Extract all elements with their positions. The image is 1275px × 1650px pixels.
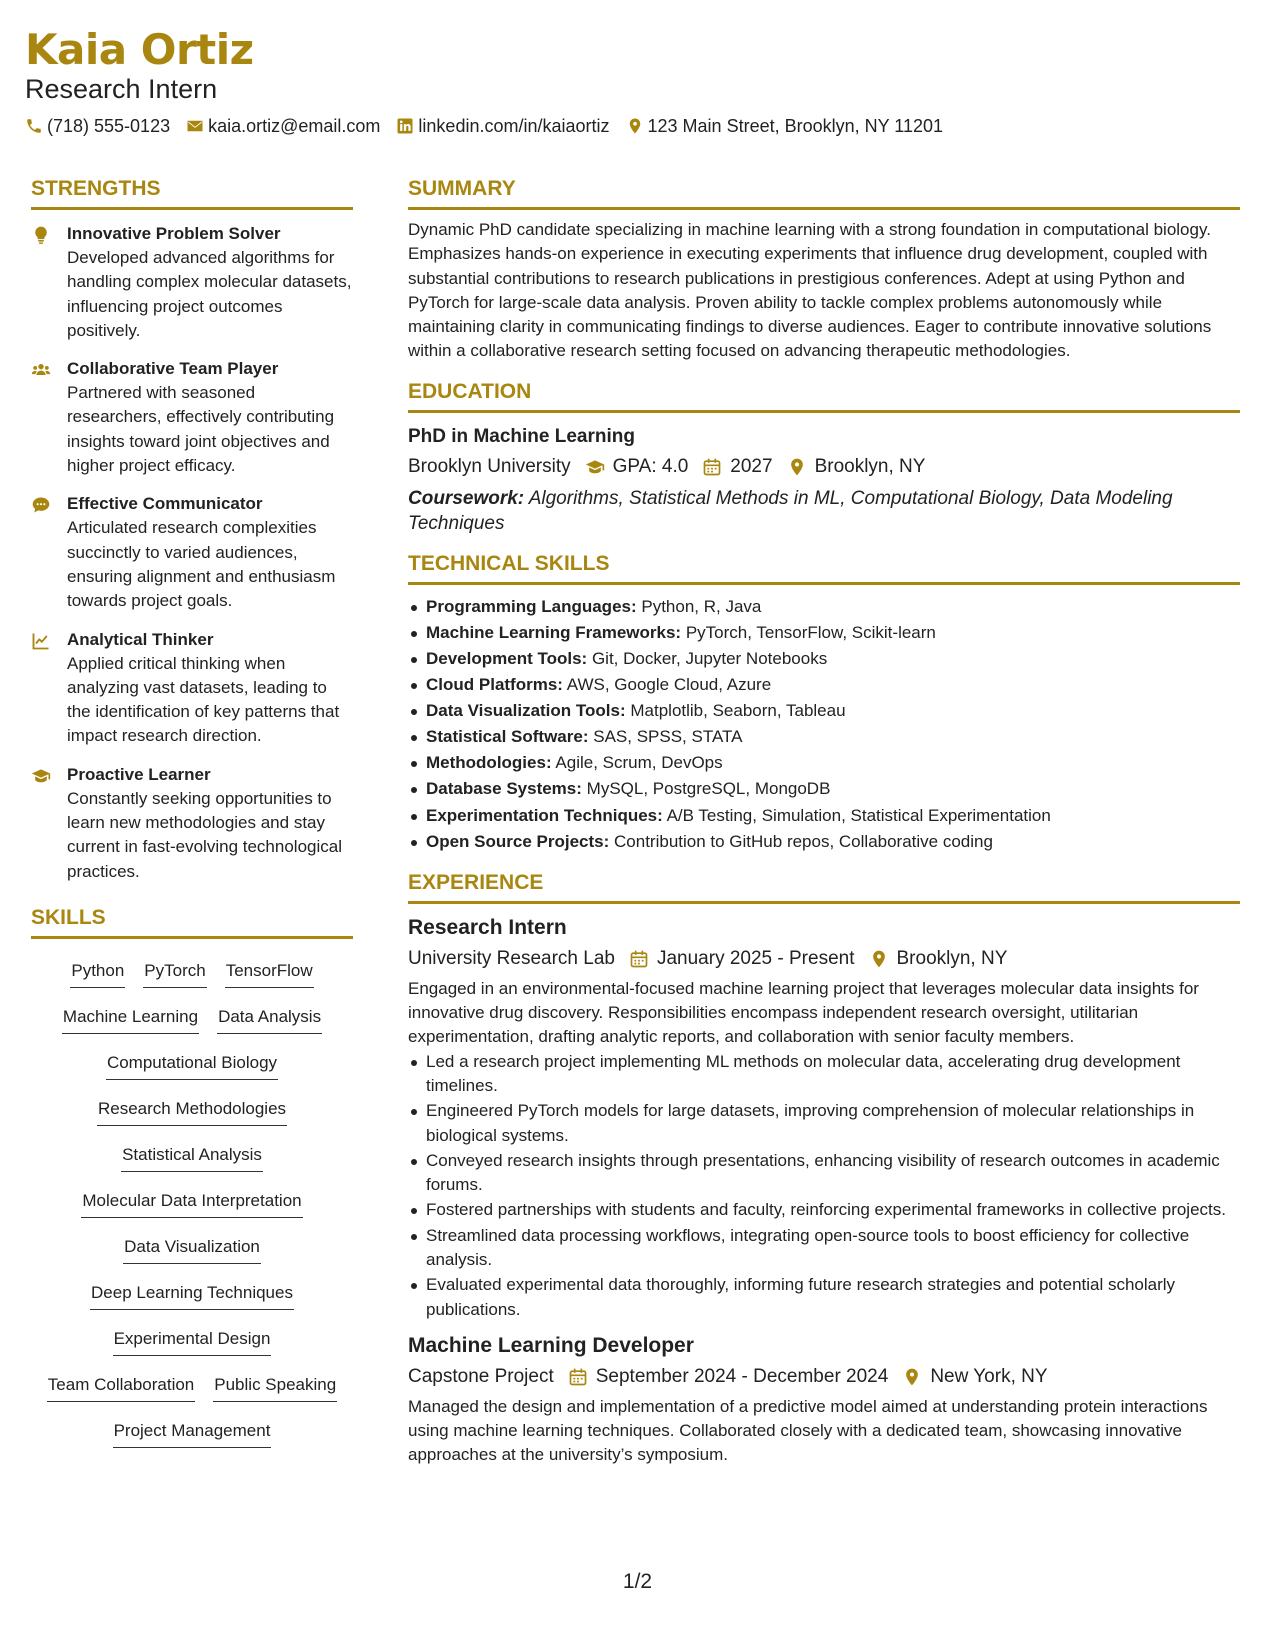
skill-values: Matplotlib, Seaborn, Tableau	[630, 701, 846, 721]
job-org: University Research Lab	[408, 947, 615, 969]
skill-tag: Molecular Data Interpretation	[81, 1185, 302, 1218]
contact-phone[interactable]	[25, 114, 170, 138]
technical-skill-item	[408, 594, 1240, 620]
strength-title: Innovative Problem Solver	[67, 224, 281, 243]
summary-heading: SUMMARY	[408, 175, 1240, 210]
map-pin-icon	[626, 117, 644, 135]
strength-item	[31, 628, 353, 749]
job-dates: September 2024 - December 2024	[595, 1365, 889, 1387]
candidate-name: Kaia Ortiz	[25, 25, 254, 74]
skills-tags	[31, 949, 353, 1455]
job-description: Managed the design and implementation of a predictive model aimed at understanding protein interactions using machine learning techniques. Collaborated closely with a dedicated team, showcasing innovative approaches at the university’s symposium.	[408, 1396, 1208, 1465]
address-text: 123 Main Street, Brooklyn, NY 11201	[647, 116, 944, 136]
skill-tag: Statistical Analysis	[121, 1139, 263, 1172]
strength-desc: Articulated research complexities succinctly to varied audiences, ensuring alignment and enthusiasm towards project goals.	[67, 518, 336, 611]
calendar-icon	[629, 949, 649, 969]
experience-heading: EXPERIENCE	[408, 869, 1240, 904]
strength-desc: Partnered with seasoned researchers, effectively contributing insights toward joint objectives and higher project efficacy.	[67, 383, 335, 476]
graduation-year: 2027	[730, 455, 773, 477]
skill-tag: Experimental Design	[113, 1323, 272, 1356]
strength-item	[31, 492, 353, 613]
email-text: kaia.ortiz@email.com	[208, 116, 381, 136]
experience-entry	[408, 914, 1240, 1322]
technical-skill-item	[408, 803, 1240, 829]
school-name: Brooklyn University	[408, 455, 571, 477]
contact-email[interactable]	[186, 114, 380, 138]
strength-title: Analytical Thinker	[67, 629, 214, 649]
technical-skill-item	[408, 620, 1240, 646]
skill-tag: Research Methodologies	[97, 1093, 287, 1126]
skill-tag: PyTorch	[143, 955, 206, 988]
coursework	[408, 486, 1240, 536]
job-org: Capstone Project	[408, 1365, 554, 1387]
job-title: Research Intern	[408, 915, 567, 939]
technical-skill-item	[408, 672, 1240, 698]
job-location: New York, NY	[930, 1365, 1048, 1387]
experience-entry	[408, 1332, 1240, 1468]
education-heading: EDUCATION	[408, 378, 1240, 413]
skill-tag: Team Collaboration	[47, 1369, 195, 1402]
job-bullets	[408, 1050, 1240, 1322]
skill-values: MySQL, PostgreSQL, MongoDB	[586, 779, 831, 799]
skill-values: PyTorch, TensorFlow, Scikit-learn	[685, 622, 936, 642]
education-location: Brooklyn, NY	[814, 455, 926, 477]
graduation-cap-icon	[31, 766, 51, 786]
skill-values: Git, Docker, Jupyter Notebooks	[591, 648, 828, 668]
skill-category: Methodologies:	[426, 753, 552, 773]
map-pin-icon	[787, 457, 807, 477]
skill-values: SAS, SPSS, STATA	[593, 727, 743, 747]
technical-skill-item	[408, 646, 1240, 672]
job-bullet: Evaluated experimental data thoroughly, informing future research strategies and potential scholarly publications.	[408, 1273, 1240, 1322]
skill-category: Open Source Projects:	[426, 831, 610, 851]
skill-tag: Data Visualization	[123, 1231, 261, 1264]
skill-category: Cloud Platforms:	[426, 675, 563, 695]
coursework-list: Algorithms, Statistical Methods in ML, Computational Biology, Data Modeling Techniques	[408, 487, 1173, 534]
job-bullet: Streamlined data processing workflows, integrating open-source tools to boost efficiency for collective analysis.	[408, 1224, 1240, 1273]
strength-item	[31, 763, 353, 884]
skill-category: Experimentation Techniques:	[426, 805, 663, 825]
skill-tag: Computational Biology	[106, 1047, 278, 1080]
technical-skill-item	[408, 750, 1240, 776]
strength-desc: Constantly seeking opportunities to learn new methodologies and stay current in fast-evolving technological practices.	[67, 788, 342, 881]
job-bullet: Led a research project implementing ML methods on molecular data, accelerating drug development timelines.	[408, 1050, 1240, 1099]
job-bullet: Engineered PyTorch models for large datasets, improving comprehension of molecular relationships in biological systems.	[408, 1099, 1240, 1148]
technical-skill-item	[408, 829, 1240, 855]
strength-desc: Applied critical thinking when analyzing vast datasets, leading to the identification of key patterns that impact research direction.	[67, 653, 340, 746]
skill-category: Machine Learning Frameworks:	[426, 622, 682, 642]
technical-skill-item	[408, 724, 1240, 750]
job-dates: January 2025 - Present	[656, 947, 855, 969]
technical-skill-item	[408, 698, 1240, 724]
job-bullet: Conveyed research insights through presentations, enhancing visibility of research outcomes in academic forums.	[408, 1149, 1240, 1198]
strengths-list	[31, 222, 353, 884]
degree-title: PhD in Machine Learning	[408, 425, 635, 447]
page-number: 1/2	[622, 1570, 653, 1593]
chat-icon	[31, 495, 51, 515]
skill-values: Agile, Scrum, DevOps	[555, 753, 723, 773]
lightbulb-icon	[31, 225, 51, 245]
strength-item	[31, 357, 353, 478]
skill-category: Programming Languages:	[426, 596, 637, 616]
job-meta	[408, 1362, 1240, 1392]
phone-text: (718) 555-0123	[47, 116, 171, 136]
skill-tag: Deep Learning Techniques	[90, 1277, 294, 1310]
map-pin-icon	[869, 949, 889, 969]
right-column	[408, 175, 1240, 1468]
gpa-text: GPA: 4.0	[612, 455, 689, 477]
skills-heading: SKILLS	[31, 904, 353, 939]
contact-linkedin[interactable]	[396, 114, 609, 138]
strength-title: Effective Communicator	[67, 494, 263, 514]
linkedin-text: linkedin.com/in/kaiaortiz	[418, 116, 610, 136]
contact-address	[626, 114, 944, 138]
coursework-label: Coursework:	[408, 487, 525, 509]
job-description: Engaged in an environmental-focused machine learning project that leverages molecular data insights for innovative drug discovery. Responsibilities encompass independent research oversight, utilitarian experimentation, drafting analytic reports, and collaboration with senior faculty members.	[408, 978, 1199, 1047]
phone-icon	[25, 117, 43, 135]
job-meta	[408, 944, 1240, 974]
skill-category: Database Systems:	[426, 779, 582, 799]
summary-text: Dynamic PhD candidate specializing in machine learning with a strong foundation in computational biology. Emphasizes hands-on experience in executing experiments that influence drug development, coupled with substantial contributions to research publications in prestigious conferences. Adept at using Python and PyTorch for large-scale data analysis. Proven ability to tackle complex problems autonomously while maintaining clarity in communicating findings to diverse audiences. Eager to contribute innovative solutions within a collaborative research setting focused on advancing therapeutic methodologies.	[408, 220, 1212, 361]
contact-bar	[25, 114, 959, 138]
skill-tag: Public Speaking	[213, 1369, 337, 1402]
technical-skills-heading: TECHNICAL SKILLS	[408, 550, 1240, 585]
candidate-role: Research Intern	[25, 74, 218, 104]
skill-values: A/B Testing, Simulation, Statistical Experimentation	[666, 805, 1051, 825]
job-location: Brooklyn, NY	[896, 947, 1008, 969]
job-bullet: Fostered partnerships with students and faculty, reinforcing experimental frameworks in collective projects.	[408, 1198, 1240, 1222]
envelope-icon	[186, 117, 204, 135]
strengths-heading: STRENGTHS	[31, 175, 353, 210]
job-title: Machine Learning Developer	[408, 1333, 694, 1357]
map-pin-icon	[902, 1367, 922, 1387]
linkedin-icon	[396, 117, 414, 135]
skill-category: Development Tools:	[426, 648, 588, 668]
skill-category: Statistical Software:	[426, 727, 589, 747]
left-column	[31, 175, 353, 1455]
graduation-cap-icon	[585, 457, 605, 477]
skill-values: Contribution to GitHub repos, Collaborative coding	[614, 831, 993, 851]
users-icon	[31, 360, 51, 380]
skill-tag: Machine Learning	[62, 1001, 199, 1034]
skill-values: Python, R, Java	[641, 596, 762, 616]
technical-skills-list	[408, 594, 1240, 855]
strength-desc: Developed advanced algorithms for handling complex molecular datasets, influencing project outcomes positively.	[67, 248, 352, 340]
strength-item	[31, 222, 353, 343]
skill-tag: Python	[70, 955, 125, 988]
education-meta	[408, 452, 1240, 482]
strength-title: Collaborative Team Player	[67, 359, 279, 379]
chart-line-icon	[31, 631, 51, 651]
skill-tag: TensorFlow	[225, 955, 314, 988]
calendar-icon	[568, 1367, 588, 1387]
calendar-icon	[702, 457, 722, 477]
skill-values: AWS, Google Cloud, Azure	[566, 675, 772, 695]
skill-category: Data Visualization Tools:	[426, 701, 626, 721]
skill-tag: Project Management	[113, 1415, 272, 1448]
skill-tag: Data Analysis	[217, 1001, 322, 1034]
strength-title: Proactive Learner	[67, 764, 211, 784]
technical-skill-item	[408, 776, 1240, 802]
